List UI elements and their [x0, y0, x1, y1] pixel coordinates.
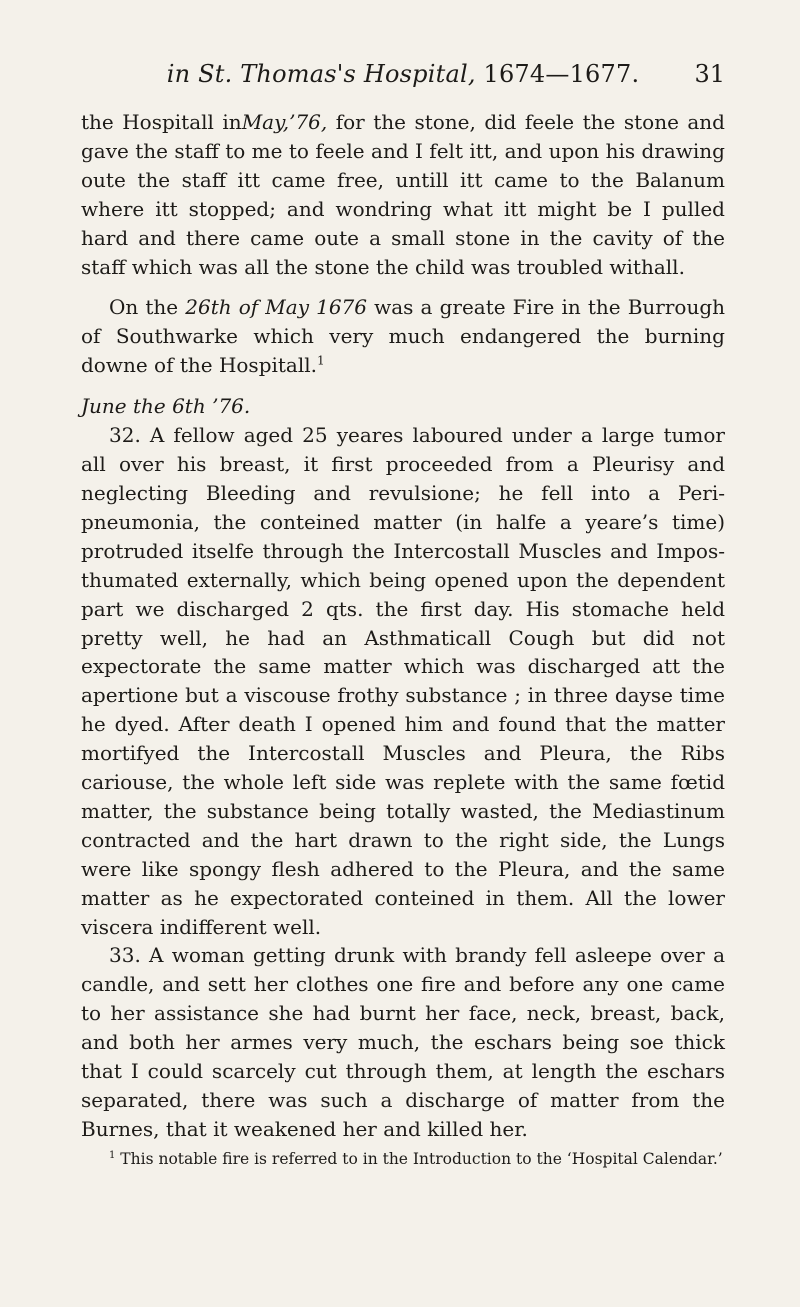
p2-text-start: On the	[109, 295, 186, 320]
running-title	[81, 60, 725, 88]
footnote-text: This notable fire is referred to in the Introduction to the ‘Hospital Calendar.’	[115, 1149, 723, 1168]
case-33: 33. A woman getting drunk with brandy fell asleepe over a candle, and sett her clothes one fire and before any one came to her assistance she had burnt her face, neck, breast, back, and both her armes very much, the eschars being soe thick that I could scarcely cut through them, at length the eschars separated, there was such a discharge of matter from the Burnes, that it weakened her and killed her.	[81, 943, 725, 1141]
p1-date: May,’76,	[241, 110, 328, 134]
paragraph-fire	[81, 293, 725, 380]
footnote-marker: 1	[109, 1149, 116, 1161]
spacer	[81, 380, 725, 392]
p1-text-end: for the stone, did feele the stone and gave the staff to me to feele and I felt itt, and upon his drawing oute the staff itt came free, untill itt came to the Balanum where itt stopped; and wondring what itt might be I pulled hard and there came oute a small stone in the cavity of the staff which was all the stone the child was troubled withall.	[81, 110, 725, 279]
p2-text-end: was a greate Fire in the Burrough of Southwarke which very much endangered the burning downe of the Hospitall.	[81, 295, 726, 378]
page-body	[81, 108, 725, 1170]
dateline: June the 6th ’76.	[81, 394, 251, 419]
footnote	[81, 1148, 725, 1170]
spacer	[81, 281, 725, 293]
case-32: 32. A fellow aged 25 yeares laboured under a large tumor all over his breast, it first proceeded from a Pleurisy and neglecting Bleeding and revulsione; he fell into a Peri-pneumonia, the conteined matter (in halfe a yeare’s time) protruded itselfe through the Intercostall Muscles and Impos-thumated externally, which being opened upon the dependent part we discharged 2 qts. the first day. His stomache held pretty well, he had an Asthmaticall Cough but did not expectorate the same matter which was discharged att the apertione but a viscouse frothy substance ; in three dayse time he dyed. After death I opened him and found that the matter mortifyed the Intercostall Muscles and Pleura, the Ribs cariouse, the whole left side was replete with the same fœtid matter, the substance being totally wasted, the Mediastinum contracted and the hart drawn to the right side, the Lungs were like spongy flesh adhered to the Pleura, and the same matter as he expectorated conteined in them. All the lower viscera indifferent well.	[81, 423, 725, 939]
footnote-reference: 1	[317, 353, 325, 368]
running-title-years: 1674—1677.	[475, 60, 640, 88]
p1-text-start: the Hospitall in	[81, 110, 242, 134]
running-title-italic: in St. Thomas's Hospital,	[166, 60, 476, 88]
page-number: 31	[694, 60, 725, 88]
p2-date: 26th of May 1676	[185, 295, 368, 320]
running-head	[81, 60, 725, 90]
paragraph-1	[81, 108, 725, 281]
